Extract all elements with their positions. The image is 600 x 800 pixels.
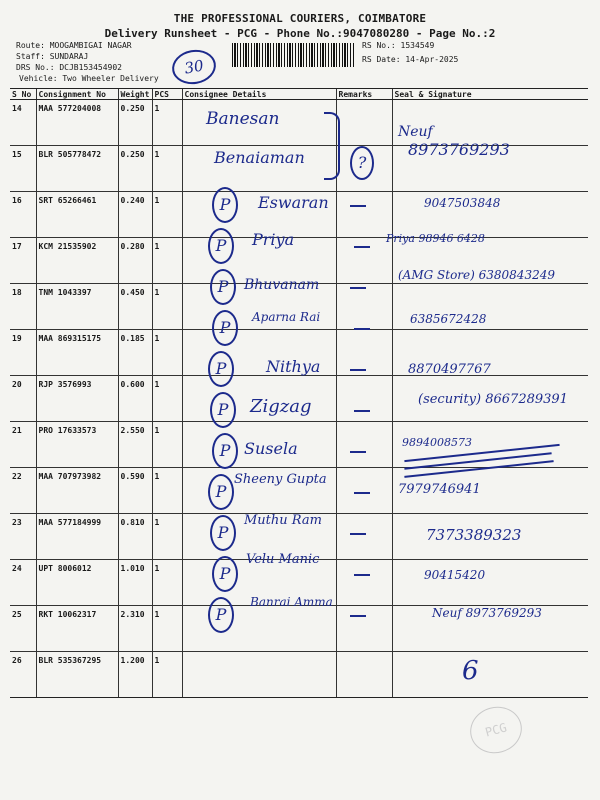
handwritten-signature: 9894008573 — [402, 436, 472, 449]
rs-no-line — [362, 41, 434, 50]
col-header-signature: Seal & Signature — [392, 89, 588, 100]
staff-value: SUNDARAJ — [49, 52, 89, 61]
remarks-cell — [336, 652, 392, 698]
remarks-dash-mark — [350, 451, 366, 453]
consignment-no-cell: MAA 577204008 — [36, 100, 118, 146]
handwritten-count: 30 — [169, 46, 218, 87]
col-header-sno: S No — [10, 89, 36, 100]
handwritten-signature: 90415420 — [424, 568, 486, 582]
handwritten-consignee-name: Eswaran — [258, 193, 329, 212]
route-line — [16, 41, 132, 50]
consignment-no-cell: UPT 8006012 — [36, 560, 118, 606]
pcs-cell: 1 — [152, 146, 182, 192]
circled-p-mark: P — [212, 187, 238, 223]
sno-cell: 23 — [10, 514, 36, 560]
vehicle-label: Vehicle: — [19, 74, 58, 83]
handwritten-consignee-name: Zigzag — [250, 396, 312, 417]
staff-line — [16, 52, 88, 61]
route-value: MOOGAMBIGAI NAGAR — [49, 41, 132, 50]
drs-label: DRS No.: — [16, 63, 55, 72]
pcs-cell: 1 — [152, 100, 182, 146]
remarks-cell — [336, 422, 392, 468]
handwritten-signature: 6385672428 — [410, 312, 487, 326]
remarks-cell — [336, 100, 392, 146]
remarks-dash-mark — [350, 615, 366, 617]
consignment-no-cell: KCM 21535902 — [36, 238, 118, 284]
handwritten-signature: Priya 98946 6428 — [386, 232, 485, 245]
handwritten-consignee-name: Muthu Ram — [244, 513, 322, 528]
signature-cell — [392, 560, 588, 606]
vehicle-value: Two Wheeler Delivery — [62, 74, 159, 83]
weight-cell: 0.250 — [118, 146, 152, 192]
sno-cell: 17 — [10, 238, 36, 284]
pcs-cell: 1 — [152, 376, 182, 422]
handwritten-consignee-name: Priya — [252, 230, 295, 249]
consignee-cell — [182, 606, 336, 652]
remarks-cell — [336, 606, 392, 652]
sno-cell: 14 — [10, 100, 36, 146]
handwritten-signature: 7979746941 — [398, 482, 481, 497]
remarks-cell — [336, 192, 392, 238]
rs-date-label: RS Date: — [362, 55, 401, 64]
col-header-consignment: Consignment No — [36, 89, 118, 100]
remarks-cell — [336, 376, 392, 422]
rs-no-label: RS No.: — [362, 41, 396, 50]
handwritten-consignee-name: Susela — [244, 439, 298, 458]
handwritten-signature: Neuf 8973769293 — [432, 606, 542, 620]
pcs-cell: 1 — [152, 514, 182, 560]
runsheet-subtitle: Delivery Runsheet - PCG - Phone No.:9047080280 - Page No.:2 — [104, 27, 496, 40]
circled-p-mark: P — [210, 515, 236, 551]
signature-cell — [392, 652, 588, 698]
handwritten-consignee-name: Velu Manic — [246, 552, 320, 567]
remarks-cell — [336, 238, 392, 284]
circled-p-mark: P — [208, 474, 234, 510]
weight-cell: 1.200 — [118, 652, 152, 698]
col-header-pcs: PCS — [152, 89, 182, 100]
col-header-weight: Weight — [118, 89, 152, 100]
handwritten-signature: Neuf — [398, 124, 433, 140]
sno-cell: 22 — [10, 468, 36, 514]
table-header-row — [10, 89, 588, 100]
handwritten-consignee-name: Benaiaman — [214, 148, 305, 167]
pcs-cell: 1 — [152, 192, 182, 238]
consignment-no-cell: SRT 65266461 — [36, 192, 118, 238]
handwritten-consignee-name: Nithya — [266, 357, 321, 376]
circled-p-mark: P — [208, 351, 234, 387]
circled-p-mark: P — [210, 269, 236, 305]
col-header-remarks: Remarks — [336, 89, 392, 100]
sno-cell: 20 — [10, 376, 36, 422]
handwritten-signature: (security) 8667289391 — [418, 392, 568, 407]
remarks-dash-mark — [354, 574, 370, 576]
weight-cell: 0.600 — [118, 376, 152, 422]
remarks-cell — [336, 468, 392, 514]
handwritten-consignee-name: Bhuvanam — [244, 277, 320, 293]
vehicle-line — [19, 74, 159, 83]
sno-cell: 18 — [10, 284, 36, 330]
weight-cell: 0.280 — [118, 238, 152, 284]
consignment-no-cell: BLR 505778472 — [36, 146, 118, 192]
circled-p-mark: P — [208, 597, 234, 633]
consignment-no-cell: TNM 1043397 — [36, 284, 118, 330]
pcs-cell: 1 — [152, 284, 182, 330]
handwritten-signature: 8973769293 — [408, 140, 510, 159]
weight-cell: 0.240 — [118, 192, 152, 238]
handwritten-bracket — [324, 112, 340, 180]
table-row — [10, 422, 588, 468]
remarks-dash-mark — [354, 492, 370, 494]
handwritten-signature: (AMG Store) 6380843249 — [398, 268, 555, 282]
handwritten-signature: 8870497767 — [408, 362, 491, 377]
handwritten-consignee-name: Sheeny Gupta — [234, 472, 327, 487]
handwritten-signature: 9047503848 — [424, 196, 501, 210]
rs-date-line — [362, 55, 458, 64]
circled-p-mark: P — [212, 556, 238, 592]
sno-cell: 26 — [10, 652, 36, 698]
consignment-no-cell: MAA 577184999 — [36, 514, 118, 560]
rs-no-value: 1534549 — [400, 41, 435, 50]
circled-p-mark: P — [210, 392, 236, 428]
route-label: Route: — [16, 41, 45, 50]
pcs-cell: 1 — [152, 560, 182, 606]
sno-cell: 16 — [10, 192, 36, 238]
weight-cell: 0.590 — [118, 468, 152, 514]
consignment-no-cell: BLR 535367295 — [36, 652, 118, 698]
consignment-no-cell: MAA 869315175 — [36, 330, 118, 376]
remarks-cell — [336, 514, 392, 560]
sno-cell: 15 — [10, 146, 36, 192]
consignment-no-cell: MAA 707973982 — [36, 468, 118, 514]
drs-line — [16, 63, 122, 72]
sno-cell: 21 — [10, 422, 36, 468]
handwritten-consignee-name: Banrai Amma — [250, 595, 333, 609]
circled-p-mark: P — [212, 433, 238, 469]
remarks-dash-mark — [354, 328, 370, 330]
circled-p-mark: P — [208, 228, 234, 264]
table-row — [10, 652, 588, 698]
handwritten-page-mark: 6 — [462, 656, 479, 686]
pcs-cell: 1 — [152, 652, 182, 698]
sno-cell: 25 — [10, 606, 36, 652]
pcs-cell: 1 — [152, 422, 182, 468]
weight-cell: 2.310 — [118, 606, 152, 652]
remarks-dash-mark — [350, 287, 366, 289]
company-title: THE PROFESSIONAL COURIERS, COIMBATORE — [173, 12, 427, 25]
consignment-no-cell: RKT 10062317 — [36, 606, 118, 652]
remarks-cell — [336, 284, 392, 330]
pcs-cell: 1 — [152, 468, 182, 514]
pcs-cell: 1 — [152, 330, 182, 376]
remarks-dash-mark — [354, 410, 370, 412]
barcode — [232, 43, 354, 67]
remarks-dash-mark — [350, 533, 366, 535]
weight-cell: 2.550 — [118, 422, 152, 468]
rs-date-value: 14-Apr-2025 — [405, 55, 459, 64]
staff-label: Staff: — [16, 52, 45, 61]
consignment-no-cell: RJP 3576993 — [36, 376, 118, 422]
circled-question-mark: ? — [350, 146, 374, 180]
handwritten-signature: 7373389323 — [426, 526, 522, 544]
weight-cell: 0.250 — [118, 100, 152, 146]
weight-cell: 0.810 — [118, 514, 152, 560]
sno-cell: 19 — [10, 330, 36, 376]
remarks-dash-mark — [350, 369, 366, 371]
remarks-dash-mark — [350, 205, 366, 207]
pcs-cell: 1 — [152, 238, 182, 284]
weight-cell: 0.185 — [118, 330, 152, 376]
circled-p-mark: P — [212, 310, 238, 346]
consignment-no-cell: PRO 17633573 — [36, 422, 118, 468]
sno-cell: 24 — [10, 560, 36, 606]
weight-cell: 1.010 — [118, 560, 152, 606]
faint-stamp: PCG — [465, 701, 527, 759]
pcs-cell: 1 — [152, 606, 182, 652]
weight-cell: 0.450 — [118, 284, 152, 330]
consignee-cell — [182, 652, 336, 698]
drs-value: DCJB153454902 — [59, 63, 122, 72]
handwritten-consignee-name: Aparna Rai — [252, 310, 321, 324]
remarks-dash-mark — [354, 246, 370, 248]
table-row — [10, 100, 588, 146]
handwritten-consignee-name: Banesan — [206, 109, 280, 129]
col-header-consignee: Consignee Details — [182, 89, 336, 100]
remarks-cell — [336, 560, 392, 606]
